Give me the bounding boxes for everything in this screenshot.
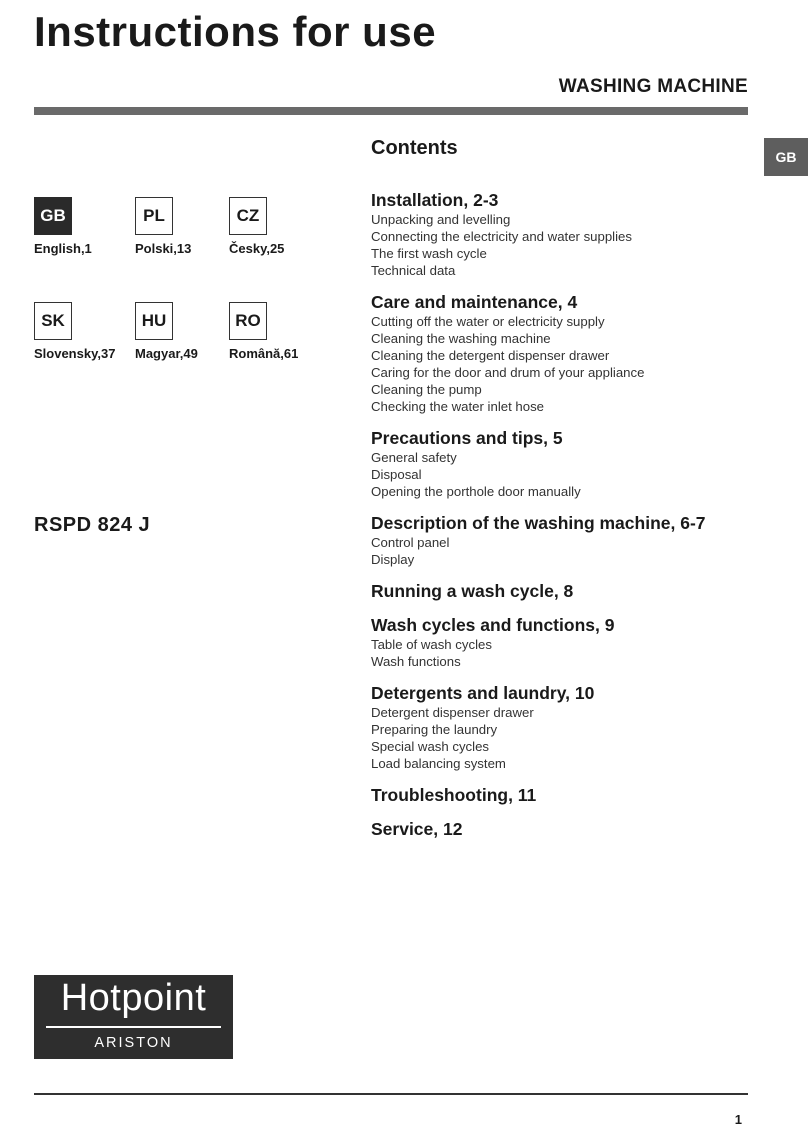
language-item-sk[interactable] [34,302,115,361]
language-code-box[interactable]: HU [135,302,173,340]
toc-subitem[interactable]: General safety [371,450,457,465]
language-code-box[interactable]: CZ [229,197,267,235]
language-code-box[interactable]: GB [34,197,72,235]
toc-section [371,291,751,415]
toc-subitem[interactable]: Cutting off the water or electricity supply [371,314,605,329]
contents-heading: Contents [371,137,458,159]
toc-subitem[interactable]: Cleaning the washing machine [371,331,551,346]
toc-section [371,818,751,840]
toc-subitem[interactable]: Technical data [371,263,456,278]
toc-subitem[interactable]: Display [371,552,415,567]
footer-rule [34,1093,748,1095]
toc-subitem[interactable]: Disposal [371,467,422,482]
toc-section-title[interactable]: Service, 12 [371,819,463,839]
toc-section [371,189,751,279]
hotpoint-ariston-logo [34,975,233,1059]
logo-divider [46,1026,221,1028]
toc-subitem[interactable]: The first wash cycle [371,246,487,261]
toc-section-title[interactable]: Troubleshooting, 11 [371,785,537,805]
toc-subitem[interactable]: Table of wash cycles [371,637,492,652]
model-number: RSPD 824 J [34,514,151,536]
toc-section [371,614,751,670]
language-label: Slovensky,37 [34,346,116,361]
toc-subitem[interactable]: Preparing the laundry [371,722,498,737]
header-rule [34,107,748,115]
toc-section-title[interactable]: Wash cycles and functions, 9 [371,615,615,635]
document-subtitle: WASHING MACHINE [558,76,748,97]
document-title: Instructions for use [34,8,437,55]
language-item-pl[interactable] [135,197,191,256]
toc-section [371,427,751,500]
language-code-box[interactable]: SK [34,302,72,340]
toc-subitem[interactable]: Control panel [371,535,450,550]
language-label: Română,61 [229,346,299,361]
toc-subitem[interactable]: Load balancing system [371,756,506,771]
language-label: Polski,13 [135,241,192,256]
toc-subitem[interactable]: Wash functions [371,654,461,669]
toc-section [371,580,751,602]
language-item-cz[interactable] [229,197,284,256]
language-label: English,1 [34,241,92,256]
toc-subitem[interactable]: Cleaning the pump [371,382,482,397]
language-code-box[interactable]: PL [135,197,173,235]
language-label: Česky,25 [229,241,285,256]
logo-brand: Hotpoint [60,977,207,1019]
toc-section-title[interactable]: Precautions and tips, 5 [371,428,563,448]
toc-section-title[interactable]: Detergents and laundry, 10 [371,683,595,703]
language-side-tab: GB [764,138,808,176]
toc-section-title[interactable]: Running a wash cycle, 8 [371,581,574,601]
toc-section-title[interactable]: Description of the washing machine, 6-7 [371,513,706,533]
language-code-box[interactable]: RO [229,302,267,340]
toc-section-title[interactable]: Installation, 2-3 [371,190,499,210]
toc-section [371,784,751,806]
logo-subbrand: ARISTON [94,1035,173,1051]
toc-subitem[interactable]: Special wash cycles [371,739,490,754]
table-of-contents [371,189,751,852]
language-item-hu[interactable] [135,302,198,361]
language-item-ro[interactable] [229,302,298,361]
toc-subitem[interactable]: Cleaning the detergent dispenser drawer [371,348,610,363]
toc-subitem[interactable]: Opening the porthole door manually [371,484,581,499]
toc-subitem[interactable]: Detergent dispenser drawer [371,705,534,720]
toc-section-title[interactable]: Care and maintenance, 4 [371,292,578,312]
toc-subitem[interactable]: Checking the water inlet hose [371,399,545,414]
toc-subitem[interactable]: Unpacking and levelling [371,212,511,227]
language-label: Magyar,49 [135,346,198,361]
toc-section [371,682,751,772]
toc-subitem[interactable]: Connecting the electricity and water supplies [371,229,632,244]
toc-section [371,512,751,568]
language-item-gb[interactable] [34,197,92,256]
toc-subitem[interactable]: Caring for the door and drum of your appliance [371,365,645,380]
page-number: 1 [734,1112,742,1127]
